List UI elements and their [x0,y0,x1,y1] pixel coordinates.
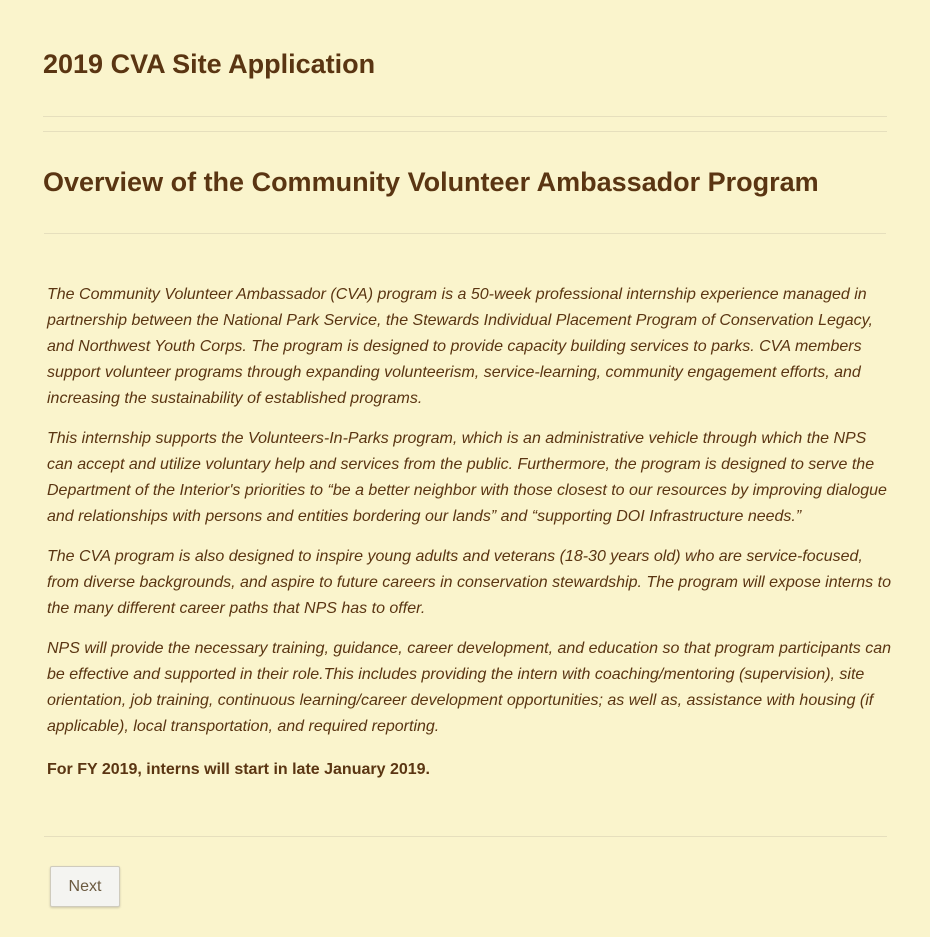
page-title: 2019 CVA Site Application [43,49,376,79]
start-date-note: For FY 2019, interns will start in late January 2019. [47,761,430,778]
paragraph-program-overview: The Community Volunteer Ambassador (CVA) program is a 50-week professional internship experience managed in partnership between the National Park Service, the Stewards Individual Placement Program of Conservation Legacy, and Northwest Youth Corps. The program is designed to provide capacity building services to parks. CVA members support volunteer programs through expanding volunteerism, service-learning, community engagement efforts, and increasing the sustainability of established programs. [47,286,873,407]
next-button[interactable]: Next [50,866,120,907]
header-divider-bottom [43,131,887,132]
paragraph-internship-support: This internship supports the Volunteers-In-Parks program, which is an administrative vehicle through which the NPS can accept and utilize voluntary help and services from the public. Furthermore, the program is designed to serve the Department of the Interior's priorities to “be a better neighbor with those closest to our resources by improving dialogue and relationships with persons and entities bordering our lands” and “supporting DOI Infrastructure needs.” [47,430,887,525]
header-divider-top [43,116,887,117]
footer-divider [44,836,887,837]
paragraph-nps-support: NPS will provide the necessary training, guidance, career development, and education so that program participants can be effective and supported in their role.This includes providing the intern with coaching/mentoring (supervision), site orientation, job training, continuous learning/career development opportunities; as well as, assistance with housing (if applicable), local transportation, and required reporting. [47,640,892,735]
section-description [47,282,892,797]
section-title: Overview of the Community Volunteer Ambassador Program [43,167,819,197]
paragraph-program-goals: The CVA program is also designed to inspire young adults and veterans (18-30 years old) who are service-focused, from diverse backgrounds, and aspire to future careers in conservation stewardship. The program will expose interns to the many different career paths that NPS has to offer. [47,548,891,617]
section-divider [44,233,886,234]
